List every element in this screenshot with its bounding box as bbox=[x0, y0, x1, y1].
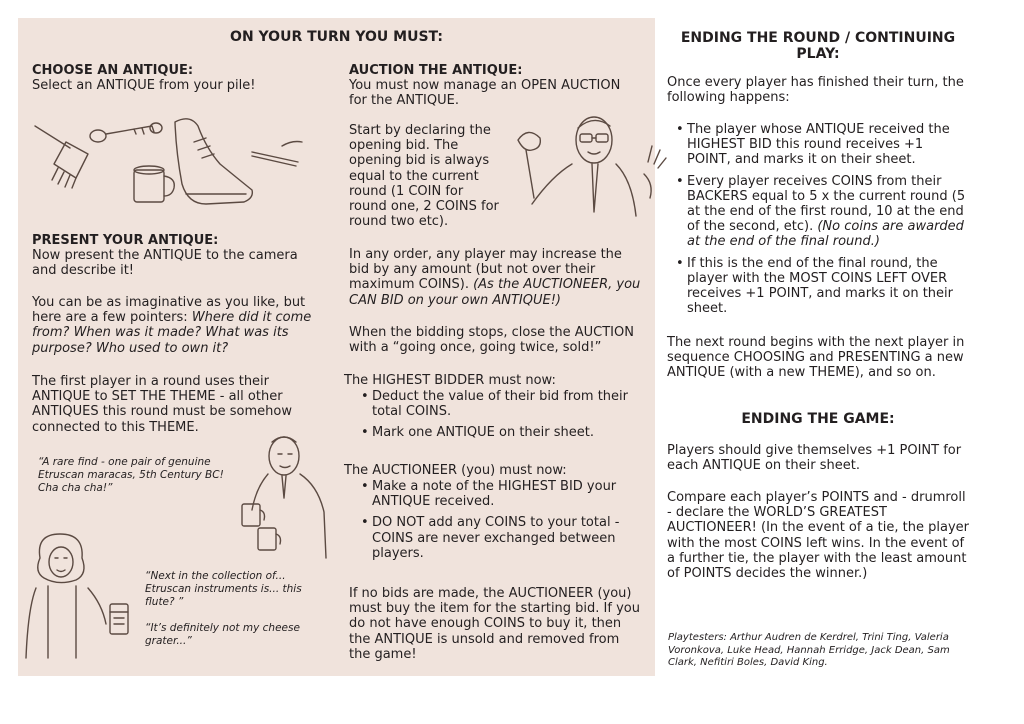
choose-heading: CHOOSE AN ANTIQUE: bbox=[32, 63, 194, 78]
auctioneer-heading: The AUCTIONEER (you) must now: bbox=[344, 463, 567, 478]
highest-bidder-heading: The HIGHEST BIDDER must now: bbox=[344, 373, 556, 388]
ending-round-list bbox=[674, 122, 970, 322]
auction-p3-italic: (As the AUCTIONEER, you CAN BID on your own ANTIQUE!) bbox=[349, 277, 641, 308]
playtesters: Playtesters: Arthur Audren de Kerdrel, Trini Ting, Valeria Voronkova, Luke Head, Hannah Erridge, Jack Dean, Sam Clark, Nefitiri Boles, David King. bbox=[668, 632, 950, 668]
quote-flute: “Next in the collection of... Etruscan instruments is... this flute? ” bbox=[145, 570, 302, 608]
mug-icon bbox=[134, 166, 174, 202]
ending-round-item-backers bbox=[674, 174, 970, 250]
auction-p3 bbox=[349, 247, 641, 308]
auctioneer-list bbox=[359, 479, 644, 567]
ending-round-intro: Once every player has finished their turn, the following happens: bbox=[667, 75, 964, 106]
brush-icon bbox=[35, 126, 88, 188]
ending-round-item-highest-bid: • The player whose ANTIQUE received the HIGHEST BID this round receives +1 POINT, and marks it on their sheet. bbox=[674, 122, 970, 168]
auction-heading: AUCTION THE ANTIQUE: bbox=[349, 63, 523, 78]
shoe-icon bbox=[175, 119, 252, 204]
present-p2 bbox=[32, 295, 324, 356]
quote-grater: “It’s definitely not my cheese grater...” bbox=[145, 622, 300, 647]
antiques-illustration bbox=[30, 112, 330, 212]
bidder-item-deduct: • Deduct the value of their bid from their total COINS. bbox=[359, 389, 644, 419]
ending-game-p2: Compare each player’s POINTS and - drumroll - declare the WORLD’S GREATEST AUCTIONEER! (In the event of a tie, the player with the most COINS left wins. In the event of a further tie, the player with the least amount of POINTS decides the winner.) bbox=[667, 490, 969, 582]
auction-p4: When the bidding stops, close the AUCTION with a “going once, going twice, sold!” bbox=[349, 325, 634, 356]
woman-illustration bbox=[18, 528, 138, 663]
bidder-item-mark: • Mark one ANTIQUE on their sheet. bbox=[359, 425, 644, 440]
pen-icon bbox=[252, 142, 302, 167]
quote-maracas: “A rare find - one pair of genuine Etruscan maracas, 5th Century BC! Cha cha cha!” bbox=[38, 456, 224, 494]
ending-game-p1: Players should give themselves +1 POINT for each ANTIQUE on their sheet. bbox=[667, 443, 962, 474]
auction-p2: Start by declaring the opening bid. The opening bid is always equal to the current round (1 COIN for round one, 2 COINS for round two etc). bbox=[349, 123, 499, 230]
man-with-mugs-illustration bbox=[238, 428, 338, 563]
ending-round-item-final-round: • If this is the end of the final round, the player with the MOST COINS LEFT OVER receives +1 POINT, and marks it on their sheet. bbox=[674, 256, 970, 317]
auction-p3-text: In any order, any player may increase the bid by any amount (but not over their maximum COINS). bbox=[349, 247, 622, 293]
auctioneer-item-no-coins: • DO NOT add any COINS to your total - COINS are never exchanged between players. bbox=[359, 515, 644, 561]
present-p3: The first player in a round uses their ANTIQUE to SET THE THEME - all other ANTIQUES this round must be somehow connected to this THEME. bbox=[32, 374, 292, 435]
ending-round-item-backers-text: Every player receives COINS from their BACKERS equal to 5 x the current round (5 at the end of the first round, 10 at the end of the second, etc). bbox=[687, 173, 966, 235]
present-heading: PRESENT YOUR ANTIQUE: bbox=[32, 233, 219, 248]
ending-round-title: ENDING THE ROUND / CONTINUING PLAY: bbox=[680, 30, 956, 62]
ending-round-item-backers-italic: (No coins are awarded at the end of the final round.) bbox=[687, 219, 964, 250]
choose-text: Select an ANTIQUE from your pile! bbox=[32, 78, 256, 93]
auctioneer-item-note: • Make a note of the HIGHEST BID your ANTIQUE received. bbox=[359, 479, 644, 509]
present-p2-italic: Where did it come from? When was it made? What was its purpose? Who used to own it? bbox=[32, 310, 312, 356]
highest-bidder-list bbox=[359, 389, 644, 447]
auction-p5: If no bids are made, the AUCTIONEER (you) must buy the item for the starting bid. If you do not have enough COINS to buy it, then the ANTIQUE is unsold and removed from the game! bbox=[349, 586, 640, 662]
turn-title: ON YOUR TURN YOU MUST: bbox=[230, 29, 443, 45]
ending-round-next: The next round begins with the next player in sequence CHOOSING and PRESENTING a new ANTIQUE (with a new THEME), and so on. bbox=[667, 335, 965, 381]
auction-p1: You must now manage an OPEN AUCTION for the ANTIQUE. bbox=[349, 78, 621, 109]
key-icon bbox=[90, 123, 162, 142]
present-p2-text: You can be as imaginative as you like, but here are a few pointers: bbox=[32, 295, 306, 326]
ending-game-title: ENDING THE GAME: bbox=[741, 411, 895, 427]
present-p1: Now present the ANTIQUE to the camera and describe it! bbox=[32, 248, 298, 279]
auctioneer-illustration bbox=[508, 106, 648, 236]
